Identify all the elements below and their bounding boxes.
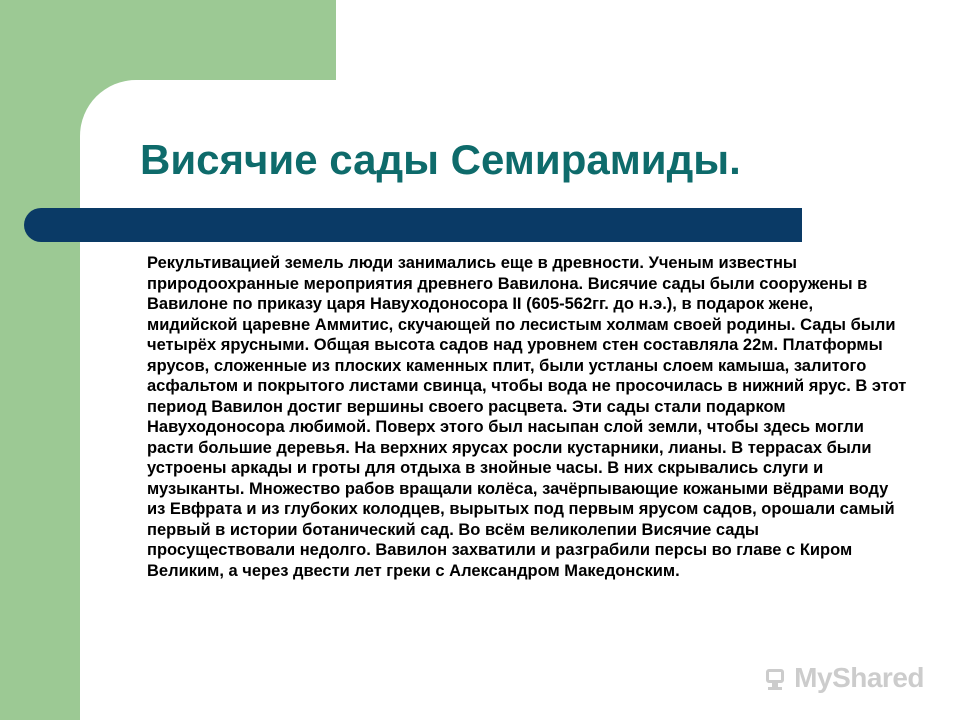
slide-title: Висячие сады Семирамиды.: [140, 136, 741, 183]
title-underline-bar: [24, 208, 802, 242]
title-underline-bar-edge: [64, 238, 802, 242]
monitor-icon: [764, 665, 790, 691]
slide-body-text: Рекультивацией земель люди занимались еще в древности. Ученым известны природоохранные мероприятия древнего Вавилона. Висячие сады были сооружены в Вавилоне по приказу царя Навуходоносора II (605-562гг. до н.э.), в подарок жене, мидийской царевне Аммитис, скучающей по лесистым холмам своей родины. Сады были четырёх ярусными. Общая высота садов над уровнем стен составляла 22м. Платформы ярусов, сложенные из плоских каменных плит, были устланы слоем камыша, залитого асфальтом и покрытого листами свинца, чтобы вода не просочилась в нижний ярус. В этот период Вавилон достиг вершины своего расцвета. Эти сады стали подарком Навуходоносора любимой. Поверх этого был насыпан слой земли, чтобы здесь могли расти большие деревья. На верхних ярусах росли кустарники, лианы. В террасах были устроены аркады и гроты для отдыха в знойные часы. В них скрывались слуги и музыканты. Множество рабов вращали колёса, зачёрпывающие кожаными вёдрами воду из Евфрата и из глубоких колодцев, вырытых под первым ярусом садов, орошали самый первый в истории ботанический сад. Во всём великолепии Висячие сады просуществовали недолго. Вавилон захватили и разграбили персы во главе с Киром Великим, а через двести лет греки с Александром Македонским.: [147, 254, 907, 580]
watermark-text: MyShared: [794, 662, 924, 693]
watermark: [764, 662, 924, 694]
